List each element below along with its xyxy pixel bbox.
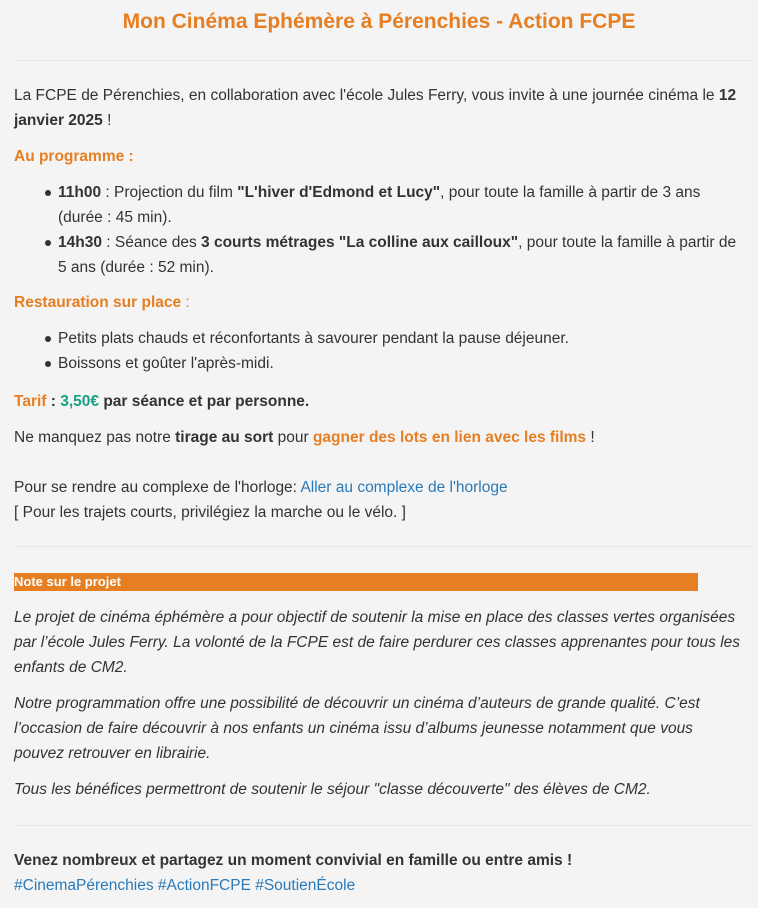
tarif-colon: : — [46, 393, 61, 410]
list-item — [14, 230, 746, 280]
tirage-line — [14, 425, 746, 450]
restauration-list — [14, 326, 746, 376]
restauration-title: Restauration sur place — [14, 294, 182, 311]
tirage-bold: tirage au sort — [175, 429, 274, 446]
note-heading: Note sur le projet — [14, 573, 698, 591]
tirage-text: Ne manquez pas notre — [14, 429, 176, 446]
acces-line — [14, 475, 746, 500]
title-divider — [14, 60, 752, 61]
session-time: 14h30 — [58, 234, 102, 251]
note-paragraph-2: Notre programmation offre une possibilité de découvrir un cinéma d’auteurs de grande qualité. C’est l’occasion de faire découvrir à nos enfants un cinéma issu d’albums jeunesse notamment que vous pouvez retrouver en librairie. — [14, 695, 700, 762]
acces-text: Pour se rendre au complexe de l'horloge: — [14, 479, 301, 496]
session-details: , pour toute la famille à partir de 5 ans (durée : 52 min). — [58, 234, 737, 276]
restauration-heading — [14, 290, 746, 315]
programme-heading: Au programme : — [14, 148, 134, 165]
session-text: : Projection du film — [101, 184, 238, 201]
tirage-text-2: pour — [273, 429, 313, 446]
closing-text: Venez nombreux et partagez un moment convivial en famille ou entre amis ! — [14, 852, 573, 869]
session-text: : Séance des — [101, 234, 202, 251]
session-time: 11h00 — [58, 184, 102, 201]
restauration-colon: : — [181, 294, 190, 311]
event-date: 12 janvier 2025 — [14, 87, 737, 129]
film-title: "L'hiver d'Edmond et Lucy" — [237, 184, 441, 201]
list-item — [14, 180, 746, 230]
intro-end: ! — [102, 112, 112, 129]
list-item: Boissons et goûter l'après-midi. — [14, 351, 746, 376]
tirage-end: ! — [586, 429, 595, 446]
section-divider — [14, 546, 752, 547]
hashtags[interactable]: #CinemaPérenchies #ActionFCPE #SoutienÉcole — [14, 877, 356, 894]
acces-note: [ Pour les trajets courts, privilégiez la marche ou le vélo. ] — [14, 504, 406, 521]
programme-list — [14, 180, 746, 280]
tarif-line — [14, 389, 746, 414]
list-item: Petits plats chauds et réconfortants à savourer pendant la pause déjeuner. — [14, 326, 746, 351]
tarif-details: par séance et par personne. — [99, 393, 310, 410]
film-title: 3 courts métrages "La colline aux cailloux" — [201, 234, 519, 251]
intro-paragraph — [14, 83, 746, 133]
intro-text: La FCPE de Pérenchies, en collaboration avec l'école Jules Ferry, vous invite à une journée cinéma le — [14, 87, 719, 104]
complex-link[interactable]: Aller au complexe de l'horloge — [300, 479, 508, 496]
note-paragraph-3: Tous les bénéfices permettront de soutenir le séjour "classe découverte" des élèves de CM2. — [14, 781, 651, 798]
session-details: , pour toute la famille à partir de 3 ans (durée : 45 min). — [58, 184, 701, 226]
note-paragraph-1: Le projet de cinéma éphémère a pour objectif de soutenir la mise en place des classes vertes organisées par l’école Jules Ferry. La volonté de la FCPE est de faire perdurer ces classes apprenantes pour tous les enfants de CM2. — [14, 609, 741, 676]
tarif-label: Tarif — [14, 393, 47, 410]
tirage-highlight: gagner des lots en lien avec les films — [312, 429, 587, 446]
page-title: Mon Cinéma Ephémère à Pérenchies - Action FCPE — [122, 10, 636, 33]
tarif-price: 3,50€ — [60, 393, 100, 410]
section-divider — [14, 825, 752, 826]
